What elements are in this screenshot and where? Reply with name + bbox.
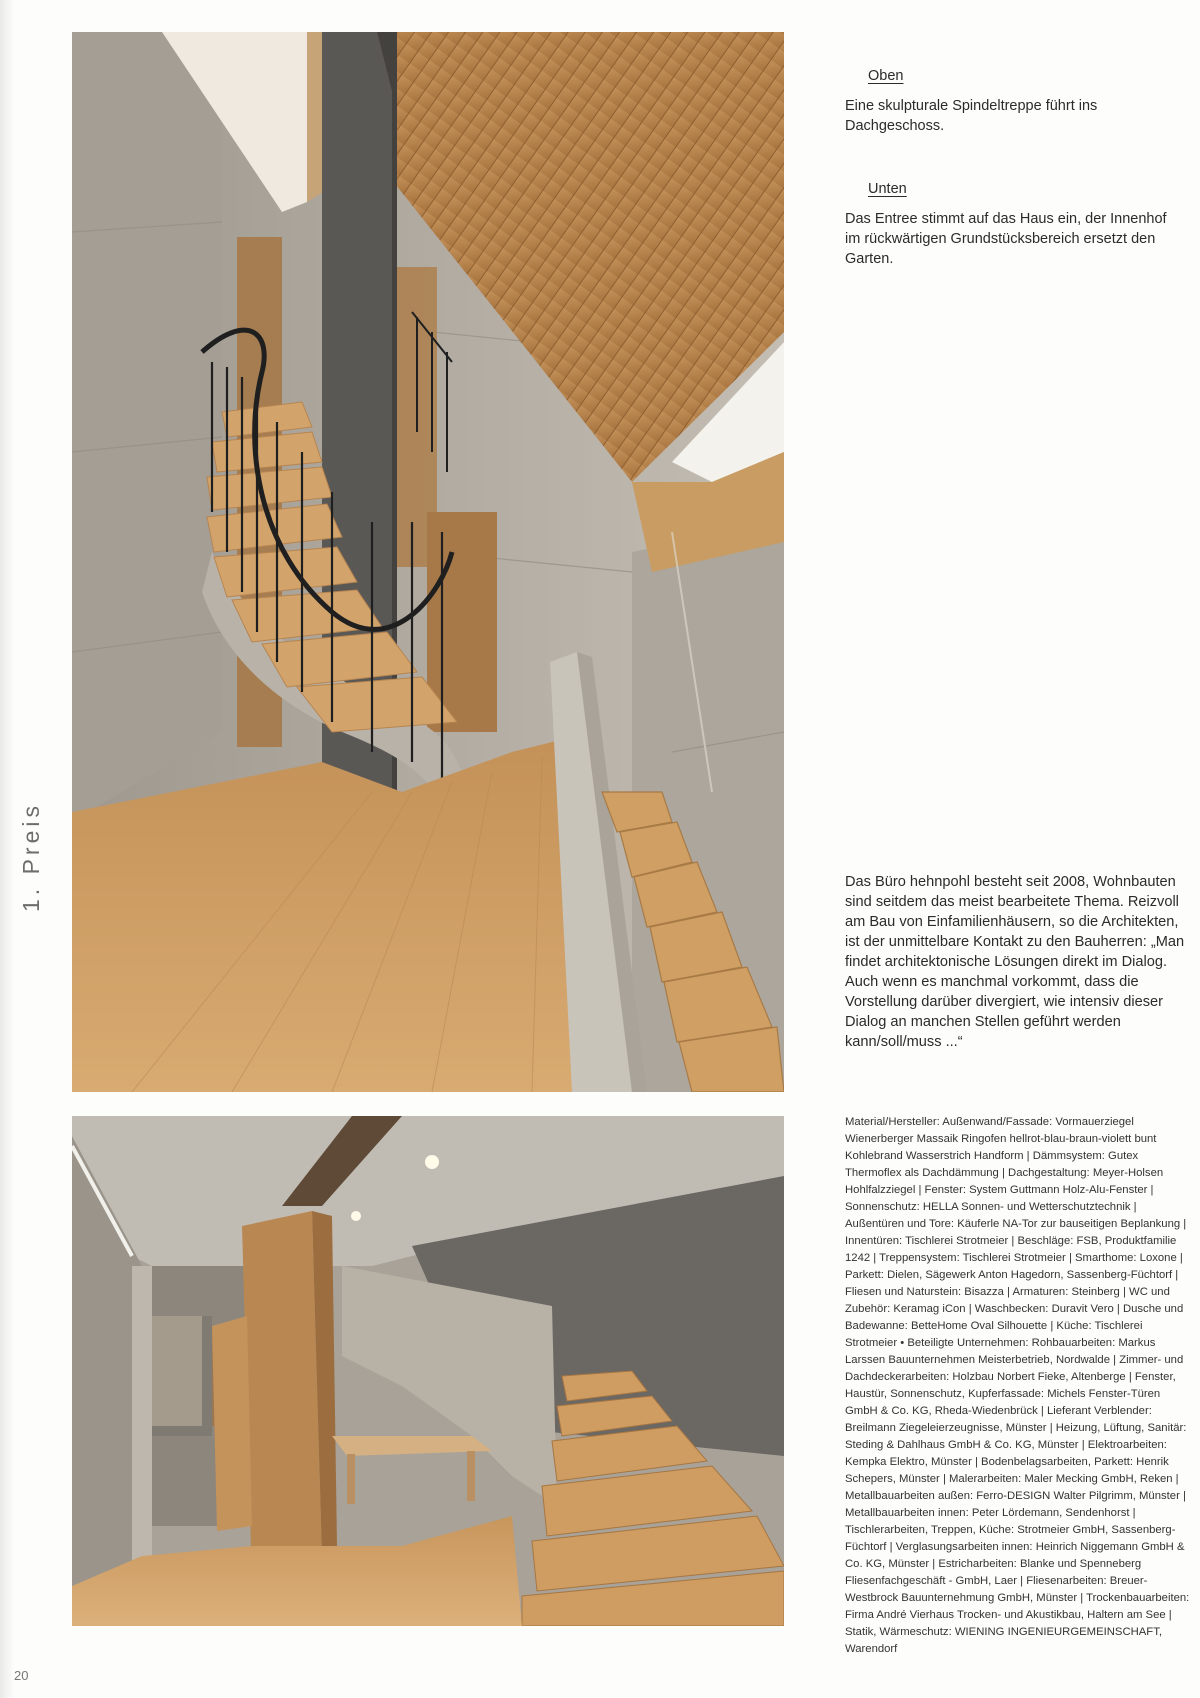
caption-bottom-text: Das Entree stimmt auf das Haus ein, der Innenhof im rückwärtigen Grundstücksbereich ersetzt den Garten. (845, 211, 1167, 267)
caption-top (845, 66, 1175, 136)
caption-bottom (845, 179, 1175, 269)
binding-shadow (0, 0, 14, 1698)
spiral-staircase-illustration (72, 32, 784, 1092)
intro-paragraph: Das Büro hehnpohl besteht seit 2008, Wohnbauten sind seitdem das meist bearbeitete Thema. Reizvoll am Bau von Einfamilienhäusern, so die Architekten, ist der unmittelbare Kontakt zu den Bauherren: „Man findet architektonische Lösungen direkt im Dialog. Auch wenn es manchmal vorkommt, dass die Vorstellung darüber divergiert, wie intensiv dieser Dialog an manchen Stellen geführt werden kann/soll/muss ...“ (845, 874, 1185, 1050)
photo-entrance (72, 1116, 784, 1626)
photo-spiral-staircase (72, 32, 784, 1092)
page-number: 20 (14, 1668, 29, 1683)
caption-bottom-label: Unten (868, 181, 907, 197)
material-credits: Material/Hersteller: Außenwand/Fassade: Vormauerziegel Wienerberger Massaik Ringofen hellrot-blau-braun-violett bunt Kohlebrand Wasserstrich Handform | Dämmsystem: Gutex Thermoflex als Dachdämmung | Dachgestaltung: Meyer-Holsen Hohlfalzziegel | Fenster: System Guttmann Holz-Alu-Fenster | Sonnenschutz: HELLA Sonnen- und Wetterschutztechnik | Außentüren und Tore: Käuferle NA-Tor zur bauseitigen Beplankung | Innentüren: Tischlerei Strotmeier | Beschläge: FSB, Produktfamilie 1242 | Treppensystem: Tischlerei Strotmeier | Smarthome: Loxone | Parkett: Dielen, Sägewerk Anton Hagedorn, Sassenberg-Füchtorf | Fliesen und Naturstein: Bisazza | Armaturen: Steinberg | WC und Zubehör: Keramag iCon | Waschbecken: Duravit Vero | Dusche und Badewanne: BetteHome Oval Silhouette | Küche: Tischlerei Strotmeier • Beteiligte Unternehmen: Rohbauarbeiten: Markus Larssen Bauunternehmen Meisterbetrieb, Nordwalde | Zimmer- und Dachdeckerarbeiten: Holzbau Norbert Fieke, Altenberge | Fenster, Haustür, Sonnenschutz, Kupferfassade: Michels Fenster-Türen GmbH & Co. KG, Rheda-Wiedenbrück | Lieferant Verblender: Breilmann Ziegeleierzeugnisse, Münster | Heizung, Lüftung, Sanitär: Steding & Dahlhaus GmbH & Co. KG, Münster | Elektroarbeiten: Kempka Elektro, Münster | Bodenbelagsarbeiten, Parkett: Henrik Schepers, Münster | Malerarbeiten: Maler Mecking GmbH, Reken | Metallbauarbeiten außen: Ferro-DESIGN Walter Pilgrimm, Münster | Metallbauarbeiten innen: Peter Lördemann, Sendenhorst | Tischlerarbeiten, Treppen, Küche: Strotmeier GmbH, Sassenberg-Füchtorf | Verglasungsarbeiten innen: Heinrich Niggemann GmbH & Co. KG, Münster | Estricharbeiten: Blanke und Spenneberg Fliesenfachgeschäft - GmbH, Laer | Fliesenarbeiten: Breuer-Westbrock Bauunternehmung GmbH, Münster | Trockenbauarbeiten: Firma André Vierhaus Trocken- und Akustikbau, Haltern am See | Statik, Wärmeschutz: WIENING INGENIEURGEMEINSCHAFT, Warendorf (845, 1116, 1190, 1655)
entrance-illustration (72, 1116, 784, 1626)
caption-top-text: Eine skulpturale Spindeltreppe führt ins Dachgeschoss. (845, 98, 1098, 134)
caption-top-label: Oben (868, 68, 904, 84)
side-label-award: 1. Preis (18, 802, 44, 912)
